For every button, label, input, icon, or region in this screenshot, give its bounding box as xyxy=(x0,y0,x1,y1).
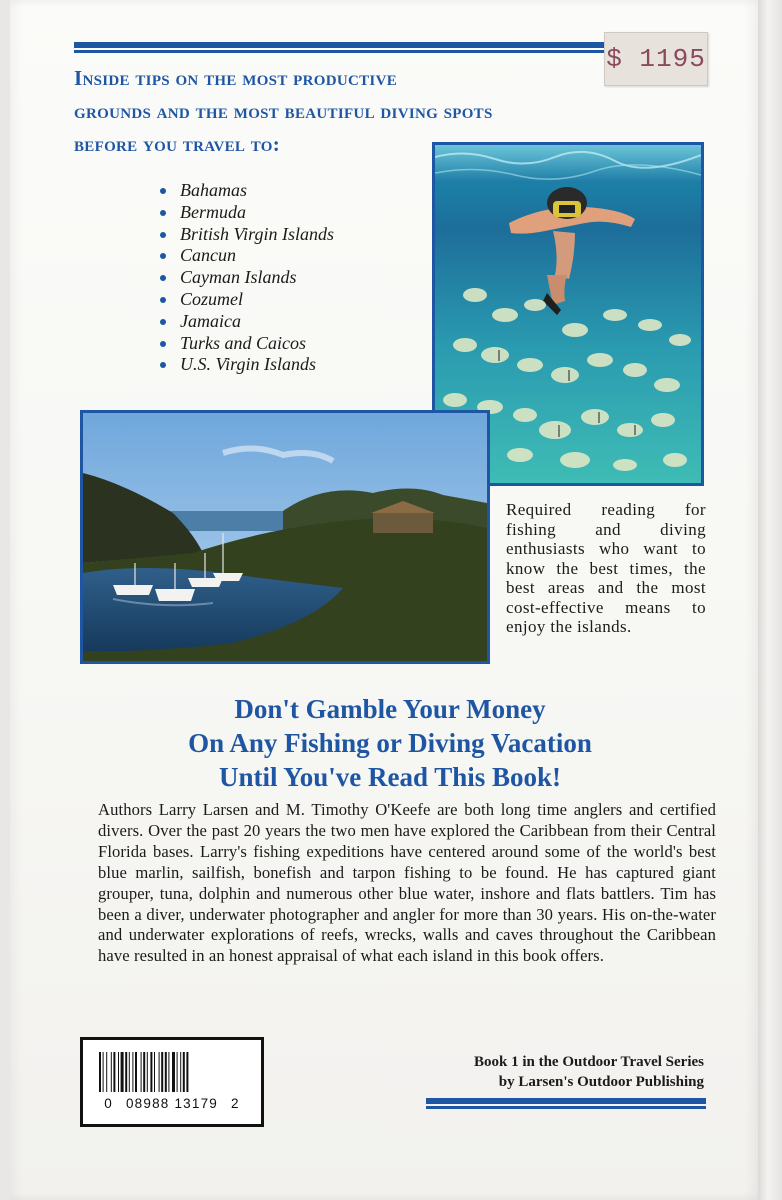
barcode xyxy=(80,1037,264,1127)
barcode-bar xyxy=(159,1052,160,1092)
destination-label: Bermuda xyxy=(180,201,246,222)
tagline-line-1: Don't Gamble Your Money xyxy=(234,694,546,724)
headline-line-3: before you travel to: xyxy=(74,132,281,156)
list-item xyxy=(158,202,334,224)
list-item xyxy=(158,267,334,289)
page-edge xyxy=(758,0,782,1200)
tagline-line-3: Until You've Read This Book! xyxy=(218,762,562,792)
barcode-right-digit: 2 xyxy=(230,1096,240,1111)
barcode-bar xyxy=(172,1052,175,1092)
list-item xyxy=(158,224,334,246)
bullet-icon xyxy=(160,210,166,216)
list-item xyxy=(158,245,334,267)
barcode-bar xyxy=(125,1052,127,1092)
headline-line-2: grounds and the most beautiful diving spots xyxy=(74,99,493,123)
bottom-rule xyxy=(426,1098,706,1109)
side-blurb: Required reading for fishing and diving enthusiasts who want to know the best times, the best areas and the most cost-effective means to enjoy the islands. xyxy=(506,500,706,636)
bullet-icon xyxy=(160,188,166,194)
barcode-bar xyxy=(118,1052,119,1092)
destination-label: Jamaica xyxy=(180,310,241,331)
destination-label: Cayman Islands xyxy=(180,267,297,288)
barcode-bar xyxy=(168,1052,169,1092)
barcode-bar xyxy=(161,1052,163,1092)
barcode-bar xyxy=(141,1052,142,1092)
headline-line-1: Inside tips on the most productive xyxy=(74,66,398,90)
destination-label: British Virgin Islands xyxy=(180,223,335,244)
destination-list xyxy=(158,180,334,376)
barcode-bar xyxy=(111,1052,112,1092)
barcode-bar xyxy=(103,1052,104,1092)
list-item xyxy=(158,333,334,355)
destination-label: U.S. Virgin Islands xyxy=(180,354,317,375)
bullet-icon xyxy=(160,319,166,325)
barcode-bar xyxy=(99,1052,101,1092)
barcode-bar xyxy=(129,1052,130,1092)
destination-label: Cozumel xyxy=(180,288,243,309)
destination-label: Bahamas xyxy=(180,180,247,200)
barcode-bar xyxy=(154,1052,155,1092)
barcode-bar xyxy=(180,1052,181,1092)
bullet-icon xyxy=(160,275,166,281)
barcode-bar xyxy=(183,1052,185,1092)
barcode-bar xyxy=(121,1052,124,1092)
list-item xyxy=(158,180,334,202)
destination-label: Cancun xyxy=(180,245,236,266)
barcode-bar xyxy=(165,1052,167,1092)
list-item xyxy=(158,354,334,376)
list-item xyxy=(158,289,334,311)
barcode-bar xyxy=(113,1052,115,1092)
barcode-bar xyxy=(186,1052,188,1092)
bullet-icon xyxy=(160,232,166,238)
author-description: Authors Larry Larsen and M. Timothy O'Keefe are both long time anglers and certified divers. Over the past 20 years the two men have explored the Caribbean from their Central Florida bases. Larry's fishing expeditions have centered around some of the world's best blue marlin, sailfish, bonefish and tarpon fishing to be found. He has captured giant grouper, tuna, dolphin and numerous other blue water, inshore and flats battlers. Tim has been a diver, underwater photographer and angler for more than 30 years. His on-the-water and underwater explorations of reefs, wrecks, walls and caves throughout the Caribbean have resulted in an honest appraisal of what each island in this book offers. xyxy=(98,800,716,966)
barcode-number: 08988 13179 xyxy=(125,1096,219,1111)
barcode-bar xyxy=(106,1052,107,1092)
barcode-bar xyxy=(143,1052,145,1092)
list-item xyxy=(158,311,334,333)
barcode-bar xyxy=(135,1052,137,1092)
marina-photo xyxy=(80,410,490,664)
barcode-bar xyxy=(132,1052,133,1092)
series-line-2: by Larsen's Outdoor Publishing xyxy=(498,1074,704,1090)
series-info xyxy=(424,1052,704,1092)
destination-label: Turks and Caicos xyxy=(180,332,307,353)
barcode-left-digit: 0 xyxy=(104,1096,114,1111)
tagline-line-2: On Any Fishing or Diving Vacation xyxy=(188,728,592,758)
bullet-icon xyxy=(160,253,166,259)
bullet-icon xyxy=(160,341,166,347)
bullet-icon xyxy=(160,362,166,368)
series-line-1: Book 1 in the Outdoor Travel Series xyxy=(473,1054,704,1070)
barcode-bar xyxy=(147,1052,148,1092)
barcode-digits xyxy=(83,1096,261,1111)
price-sticker: $ 1195 xyxy=(604,32,708,86)
top-rule xyxy=(74,42,604,53)
barcode-bar xyxy=(177,1052,178,1092)
barcode-bar xyxy=(150,1052,152,1092)
tagline xyxy=(100,692,680,794)
barcode-bars xyxy=(83,1040,261,1096)
bullet-icon xyxy=(160,297,166,303)
